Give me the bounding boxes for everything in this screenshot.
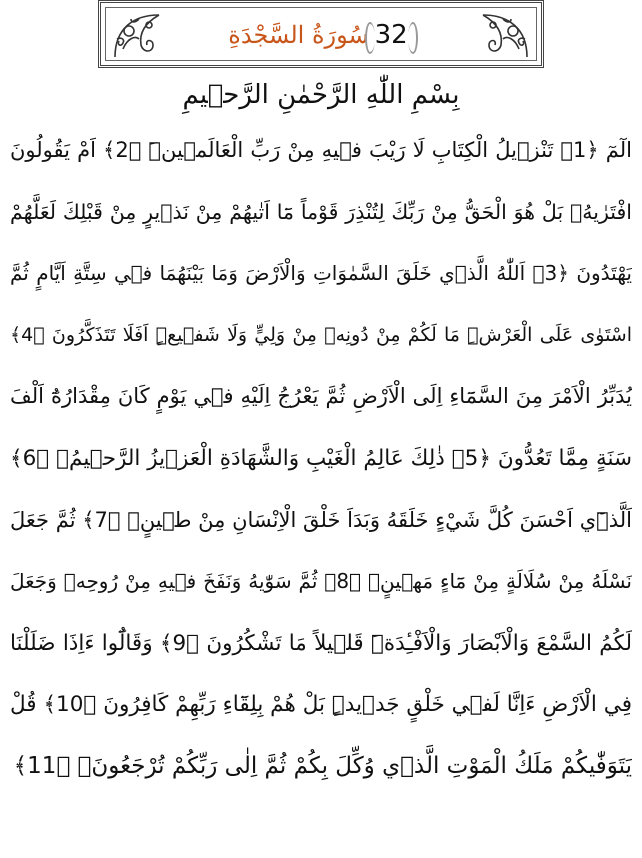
- basmala: بِسْمِ اللّٰهِ الرَّحْمٰنِ الرَّح۪يمِ: [182, 80, 460, 110]
- right-floral-ornament-icon: [469, 9, 533, 63]
- verse-line: يَهْتَدُونَ ﴿3﴾ اَللّٰهُ الَّذ۪ي خَلَقَ السَّمٰوَاتِ وَالْاَرْضَ وَمَا بَيْنَهُمَا ف۪ي سِتَّةِ اَيَّامٍ ثُمَّ: [10, 261, 632, 286]
- verse-line: نَسْلَهُ مِنْ سُلَالَةٍ مِنْ مَٓاءٍ مَه۪ينٍۚ ﴿8﴾ ثُمَّ سَوّٰيهُ وَنَفَخَ ف۪يهِ مِنْ رُوحِه۪ وَجَعَلَ: [10, 569, 632, 594]
- verse-line: اَلَّذ۪ٓي اَحْسَنَ كُلَّ شَيْءٍ خَلَقَهُ وَبَدَاَ خَلْقَ الْاِنْسَانِ مِنْ ط۪ينٍۚ ﴿7﴾ ثُمَّ جَعَلَ: [10, 507, 632, 532]
- verse-line: سَنَةٍ مِمَّا تَعُدُّونَ ﴿5﴾ ذٰلِكَ عَالِمُ الْغَيْبِ وَالشَّهَادَةِ الْعَز۪يزُ الرَّح۪يمُۙ ﴿6﴾: [10, 445, 632, 471]
- verse-line: الٓمٓ ﴿1﴾ تَنْز۪يلُ الْكِتَابِ لَا رَيْبَ ف۪يهِ مِنْ رَبِّ الْعَالَم۪ينَۜ ﴿2﴾ اَمْ يَقُولُونَ: [10, 138, 632, 162]
- surah-number: 32: [374, 20, 408, 50]
- surah-name: سُورَةُ السَّجْدَةِ: [228, 21, 369, 49]
- verse-line: اسْتَوٰى عَلَى الْعَرْشِۜ مَا لَكُمْ مِنْ دُونِه۪ مِنْ وَلِيٍّ وَلَا شَف۪يعٍۜ اَفَلَا تَتَذَكَّرُونَ ﴿4﴾: [10, 323, 632, 346]
- verse-line: افْتَرٰيهُۚ بَلْ هُوَ الْحَقُّ مِنْ رَبِّكَ لِتُنْذِرَ قَوْماً مَٓا اَتٰيهُمْ مِنْ نَذ۪يرٍ مِنْ قَبْلِكَ لَعَلَّهُمْ: [10, 199, 632, 224]
- verse-line: فِي الْاَرْضِ ءَاِنَّا لَف۪ي خَلْقٍ جَد۪يدٍۜ بَلْ هُمْ بِلِقَٓاءِ رَبِّهِمْ كَافِرُونَ ﴿10﴾ قُلْ: [10, 692, 632, 718]
- verse-line: يَتَوَفّٰيكُمْ مَلَكُ الْمَوْتِ الَّذ۪ي وُكِّلَ بِكُمْ ثُمَّ اِلٰى رَبِّكُمْ تُرْجَعُونَ۟ ﴿11﴾: [13, 752, 632, 779]
- surah-header: [98, 0, 544, 68]
- verse-line: لَكُمُ السَّمْعَ وَالْاَبْصَارَ وَالْاَفْـِٔدَةَۜ قَل۪يلاً مَا تَشْكُرُونَ ﴿9﴾ وَقَالُٓوا ءَاِذَا ضَلَلْنَا: [10, 630, 632, 656]
- verse-lines: [10, 120, 632, 798]
- verse-line: يُدَبِّرُ الْاَمْرَ مِنَ السَّمَٓاءِ اِلَى الْاَرْضِ ثُمَّ يَعْرُجُ اِلَيْهِ ف۪ي يَوْمٍ كَانَ مِقْدَارُهُٓ اَلْفَ: [10, 384, 632, 409]
